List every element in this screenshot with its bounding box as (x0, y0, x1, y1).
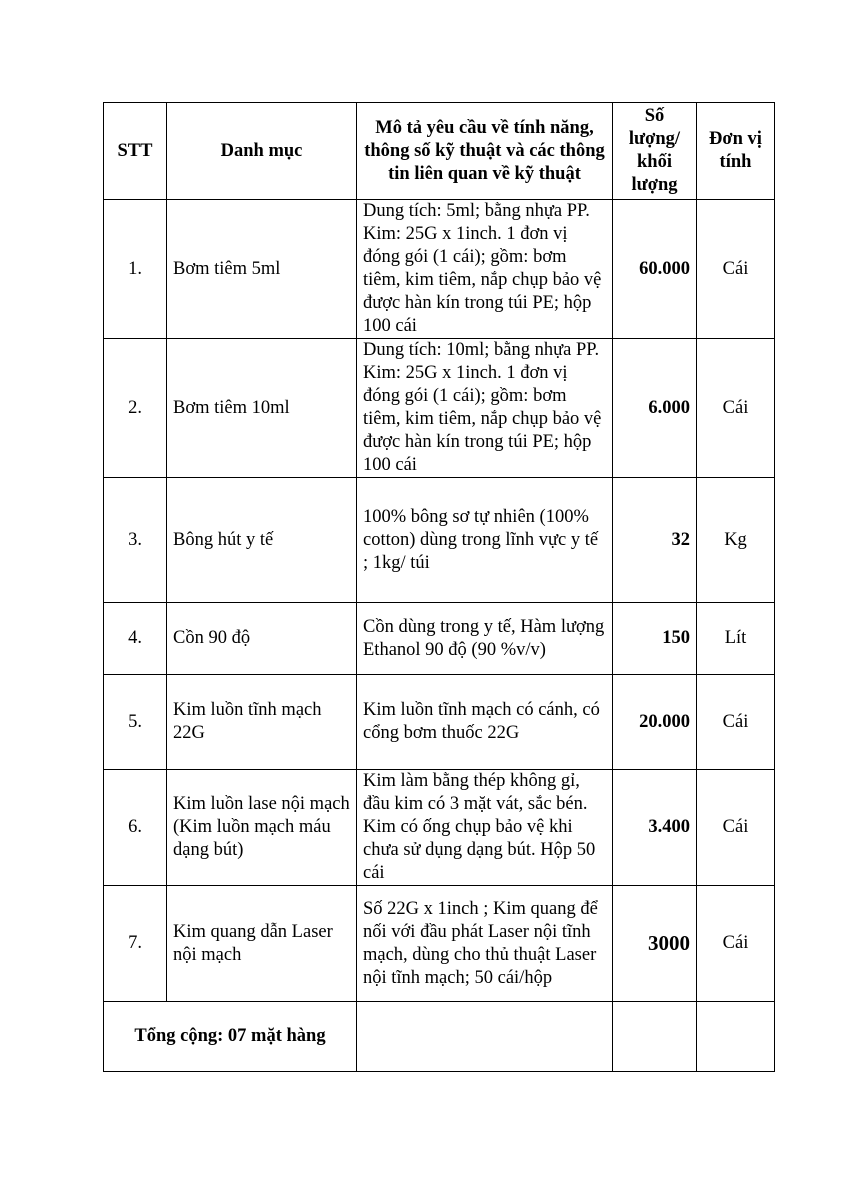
row-description: Cồn dùng trong y tế, Hàm lượng Ethanol 90 độ (90 %v/v) (357, 603, 613, 675)
row-unit: Lít (697, 603, 775, 675)
total-label: Tổng cộng: 07 mặt hàng (104, 1002, 357, 1072)
total-unit-cell (697, 1002, 775, 1072)
table-row (104, 478, 775, 603)
row-description: Dung tích: 10ml; bằng nhựa PP. Kim: 25G x 1inch. 1 đơn vị đóng gói (1 cái); gồm: bơm tiêm, kim tiêm, nắp chụp bảo vệ được hàn kín trong túi PE; hộp 100 cái (357, 339, 613, 478)
row-description: Số 22G x 1inch ; Kim quang để nối với đầu phát Laser nội tĩnh mạch, dùng cho thủ thuật Laser nội tĩnh mạch; 50 cái/hộp (357, 886, 613, 1002)
header-quantity: Số lượng/ khối lượng (613, 103, 697, 200)
row-stt: 6. (104, 770, 167, 886)
total-description-cell (357, 1002, 613, 1072)
row-quantity: 150 (613, 603, 697, 675)
table-row (104, 675, 775, 770)
total-quantity-cell (613, 1002, 697, 1072)
row-stt: 7. (104, 886, 167, 1002)
total-row (104, 1002, 775, 1072)
header-category: Danh mục (167, 103, 357, 200)
row-name: Bơm tiêm 5ml (167, 200, 357, 339)
table-header-row (104, 103, 775, 200)
row-name: Cồn 90 độ (167, 603, 357, 675)
row-name: Bông hút y tế (167, 478, 357, 603)
row-stt: 5. (104, 675, 167, 770)
row-name: Bơm tiêm 10ml (167, 339, 357, 478)
table-row (104, 886, 775, 1002)
table-row (104, 339, 775, 478)
row-quantity: 32 (613, 478, 697, 603)
row-stt: 1. (104, 200, 167, 339)
row-stt: 3. (104, 478, 167, 603)
row-unit: Kg (697, 478, 775, 603)
row-quantity: 3.400 (613, 770, 697, 886)
row-unit: Cái (697, 886, 775, 1002)
table-row (104, 770, 775, 886)
row-stt: 2. (104, 339, 167, 478)
row-description: Kim luồn tĩnh mạch có cánh, có cổng bơm thuốc 22G (357, 675, 613, 770)
table-row (104, 603, 775, 675)
row-name: Kim luồn lase nội mạch (Kim luồn mạch máu dạng bút) (167, 770, 357, 886)
row-description: 100% bông sơ tự nhiên (100% cotton) dùng trong lĩnh vực y tế ; 1kg/ túi (357, 478, 613, 603)
header-unit: Đơn vị tính (697, 103, 775, 200)
row-quantity: 6.000 (613, 339, 697, 478)
row-name: Kim luồn tĩnh mạch 22G (167, 675, 357, 770)
row-description: Dung tích: 5ml; bằng nhựa PP. Kim: 25G x 1inch. 1 đơn vị đóng gói (1 cái); gồm: bơm tiêm, kim tiêm, nắp chụp bảo vệ được hàn kín trong túi PE; hộp 100 cái (357, 200, 613, 339)
row-unit: Cái (697, 200, 775, 339)
header-description: Mô tả yêu cầu về tính năng, thông số kỹ thuật và các thông tin liên quan về kỹ thuật (357, 103, 613, 200)
row-stt: 4. (104, 603, 167, 675)
row-unit: Cái (697, 339, 775, 478)
row-unit: Cái (697, 675, 775, 770)
row-quantity: 60.000 (613, 200, 697, 339)
row-quantity: 20.000 (613, 675, 697, 770)
row-unit: Cái (697, 770, 775, 886)
row-name: Kim quang dẫn Laser nội mạch (167, 886, 357, 1002)
row-quantity: 3000 (613, 886, 697, 1002)
specification-table (103, 102, 775, 1072)
header-stt: STT (104, 103, 167, 200)
table-row (104, 200, 775, 339)
row-description: Kim làm bằng thép không gỉ, đầu kim có 3 mặt vát, sắc bén. Kim có ống chụp bảo vệ khi chưa sử dụng dạng bút. Hộp 50 cái (357, 770, 613, 886)
